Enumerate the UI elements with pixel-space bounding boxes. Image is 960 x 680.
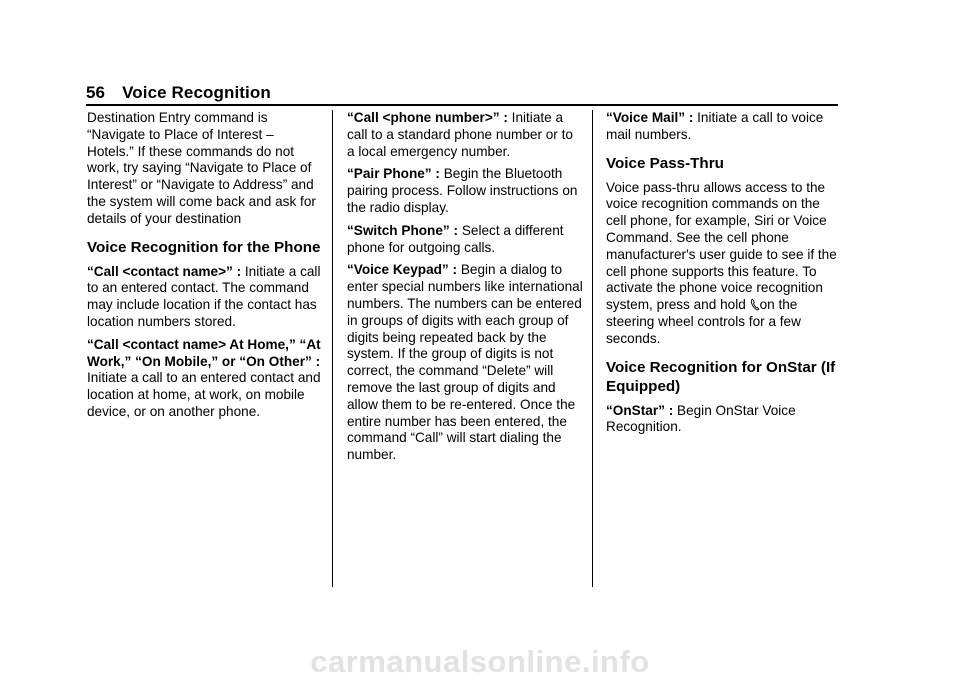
command-entry [347,223,583,257]
steering-wheel-phone-icon [750,298,760,311]
command-desc: Initiate a call to a standard phone number or to a local emergency number. [347,110,573,159]
column-3 [606,110,842,436]
section-title: Voice Recognition [122,83,271,102]
command-term: “Voice Keypad” : [347,262,458,278]
voice-passthru-heading: Voice Pass-Thru [606,154,724,172]
page-number: 56 [86,83,106,102]
command-entry [347,262,583,464]
command-entry [606,403,842,437]
header-text [86,82,838,104]
header-rule [86,104,838,106]
command-entry [347,110,583,160]
command-desc: Begin a dialog to enter special numbers like international numbers. The numbers can be entered in groups of digits with each group of digits being repeated back by the system. If the group of digits is not correct, the command “Delete” will remove the last group of digits and allow them to be re-entered. Once the entire number has been entered, the command “Call” will start dialing the number. [347,262,583,463]
intro-paragraph: Destination Entry command is “Navigate to Place of Interest – Hotels.” If these commands do not work, try saying “Navigate to Place of Interest” or “Navigate to Address” and the system will come back and ask for details of your destination [87,110,316,226]
column-divider [332,110,333,587]
command-term: “Voice Mail” : [606,110,694,125]
command-entry [87,264,323,331]
column-2 [347,110,583,464]
command-desc: Begin the Bluetooth pairing process. Follow instructions on the radio display. [347,166,578,215]
command-term: “Call <contact name>” : [87,263,242,279]
command-term: “Call <contact name> At Home,” “At Work,” “On Mobile,” or “On Other” : [87,336,321,369]
onstar-heading: Voice Recognition for OnStar (If Equipped) [606,358,836,395]
page-header [86,82,838,104]
command-desc: Initiate a call to an entered contact. The command may include location if the contact has location numbers stored. [87,263,321,329]
passthru-text: on the steering wheel controls for a few seconds. [606,297,801,346]
command-entry [606,110,842,144]
command-desc: Initiate a call to voice mail numbers. [606,110,824,142]
command-desc: Begin OnStar Voice Recognition. [606,402,796,435]
passthru-text: Voice pass-thru allows access to the voice recognition commands on the cell phone, for example, Siri or Voice Command. See the cell phone manufacturer's user guide to see if the cell phone supports this feature. To activate the phone voice recognition system, press and hold [606,179,837,313]
passthru-paragraph [606,180,842,348]
column-divider [592,110,593,587]
command-term: “OnStar” : [606,402,674,418]
phone-heading: Voice Recognition for the Phone [87,238,321,256]
command-term: “Pair Phone” : [347,166,440,182]
command-desc: Select a different phone for outgoing calls. [347,222,564,255]
command-term: “Call <phone number>” : [347,110,508,125]
watermark-text: carmanualsonline.info [310,644,650,679]
command-entry [87,337,323,421]
command-term: “Switch Phone” : [347,222,459,238]
command-entry [347,166,583,216]
command-desc: Initiate a call to an entered contact and location at home, at work, on mobile device, or on another phone. [87,370,321,419]
column-1 [87,110,323,421]
